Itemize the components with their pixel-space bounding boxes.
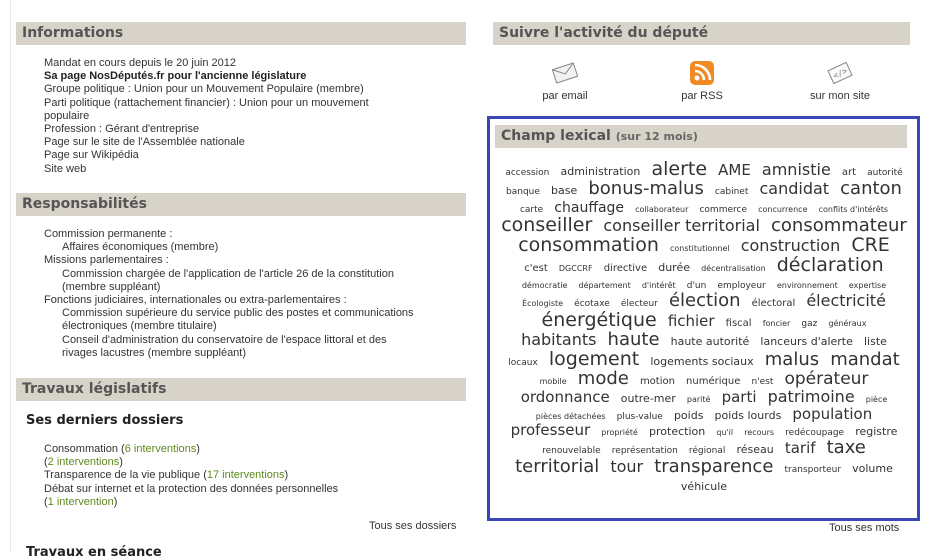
dossier-count[interactable]: 1 intervention	[47, 495, 114, 508]
cloud-word[interactable]: numérique	[686, 375, 741, 387]
cloud-word[interactable]: outre-mer	[620, 391, 676, 405]
cloud-word[interactable]: foncier	[762, 319, 791, 329]
cloud-word[interactable]: conflits d'intérêts	[818, 204, 889, 214]
cloud-word[interactable]: démocratie	[521, 281, 568, 291]
resp-line[interactable]: Affaires économiques (membre)	[62, 241, 219, 254]
cloud-word[interactable]: tarif	[784, 439, 816, 458]
dossier-item: Transparence de la vie publique (17 interventions)	[44, 469, 289, 482]
cloud-word[interactable]: mandat	[830, 348, 900, 370]
parti-politique-cont: populaire	[44, 109, 90, 122]
cloud-word[interactable]: haute	[607, 329, 660, 351]
cloud-word[interactable]: électricité	[806, 291, 886, 311]
cloud-word[interactable]: expertise	[848, 281, 887, 291]
cloud-word[interactable]: pièce	[865, 394, 888, 404]
cloud-word[interactable]: base	[551, 183, 578, 197]
dossier-item: (2 interventions)	[44, 456, 123, 469]
cloud-word[interactable]: concurrence	[758, 204, 808, 214]
cloud-word[interactable]: volume	[852, 462, 893, 476]
suivre-title: Suivre l'activité du député	[499, 25, 709, 41]
embed-icon	[800, 60, 880, 86]
cloud-word[interactable]: amnistie	[761, 160, 831, 179]
envelope-icon	[525, 60, 605, 86]
cloud-word[interactable]: poids	[673, 408, 704, 422]
cloud-word[interactable]: généraux	[828, 319, 867, 329]
follow-rss-label: par RSS	[681, 90, 723, 102]
informations-header	[16, 22, 466, 45]
dossier-item	[44, 483, 469, 496]
cloud-word[interactable]: logement	[548, 347, 640, 370]
cloud-word[interactable]: énergétique	[541, 309, 657, 332]
cloud-word[interactable]: accession	[505, 168, 550, 178]
cloud-word[interactable]: ordonnance	[520, 387, 610, 406]
parti-politique: Parti politique (rattachement financier) : Union pour un mouvement	[44, 96, 369, 109]
column-divider	[10, 0, 11, 551]
tous-ses-mots-link[interactable]: Tous ses mots	[829, 522, 900, 534]
cloud-word[interactable]: qu'il	[716, 428, 734, 438]
svg-text:</>: </>	[831, 66, 849, 81]
resp-line: Missions parlementaires :	[44, 254, 169, 267]
cloud-word[interactable]: conseiller	[501, 213, 593, 236]
cloud-word[interactable]: protection	[649, 425, 706, 439]
cloud-word[interactable]: tour	[610, 457, 644, 477]
word-cloud	[498, 160, 910, 494]
dossier-item: Consommation (6 interventions)	[44, 443, 200, 455]
champ-lexical-title: Champ lexical	[501, 128, 611, 144]
cloud-word[interactable]: mobile	[539, 376, 567, 386]
cloud-word[interactable]: art	[841, 167, 857, 178]
cloud-word[interactable]: candidat	[759, 178, 830, 198]
cloud-word[interactable]: opérateur	[784, 368, 869, 389]
cloud-word[interactable]: fiscal	[725, 318, 752, 330]
cloud-word[interactable]: Écologiste	[522, 299, 564, 309]
rss-icon	[662, 60, 742, 86]
follow-site[interactable]	[800, 60, 880, 102]
cloud-word[interactable]: déclaration	[776, 253, 884, 276]
dossier-count[interactable]: 6 interventions	[124, 443, 197, 455]
cloud-word[interactable]: poids lourds	[714, 408, 782, 422]
cloud-word[interactable]: environnement	[776, 281, 838, 291]
cloud-word[interactable]: plus-value	[616, 411, 663, 422]
resp-line: Fonctions judiciaires, internationales ou extra-parlementaires :	[44, 294, 347, 307]
dossier-item: (1 intervention)	[44, 495, 118, 508]
resp-line[interactable]: Conseil d'administration du conservatoire de l'espace littoral et des	[62, 333, 387, 346]
derniers-dossiers-title: Ses derniers dossiers	[26, 413, 184, 428]
cloud-word[interactable]: cabinet	[714, 186, 749, 197]
cloud-word[interactable]: transporteur	[784, 465, 842, 476]
responsabilites-title: Responsabilités	[22, 196, 147, 212]
dossier-count[interactable]: 2 interventions	[47, 456, 120, 469]
cloud-word[interactable]: consommation	[518, 233, 659, 256]
cloud-word[interactable]: véhicule	[680, 479, 728, 493]
cloud-word[interactable]: bonus-malus	[588, 177, 704, 199]
site-web-link[interactable]: Site web	[44, 162, 87, 175]
cloud-word[interactable]: territorial	[515, 456, 600, 478]
cloud-word[interactable]: d'un	[686, 281, 707, 292]
cloud-word[interactable]: réseau	[736, 443, 774, 457]
cloud-word[interactable]: c'est	[524, 262, 548, 274]
cloud-word[interactable]: professeur	[510, 421, 591, 440]
cloud-word[interactable]: électeur	[620, 299, 658, 310]
dossier-name[interactable]: Débat sur internet et la protection des données personnelles	[44, 482, 339, 495]
cloud-word[interactable]: locaux	[508, 357, 538, 368]
cloud-word[interactable]: administration	[560, 165, 641, 178]
cloud-word[interactable]: habitants	[521, 330, 597, 350]
cloud-word[interactable]: conseiller territorial	[603, 215, 760, 235]
cloud-word[interactable]: fichier	[667, 312, 715, 331]
cloud-word[interactable]: représentation	[611, 446, 678, 457]
cloud-word[interactable]: propriété	[601, 428, 638, 438]
dossier-name[interactable]: Consommation	[44, 443, 118, 455]
cloud-word[interactable]: durée	[658, 260, 690, 274]
tous-ses-dossiers-link[interactable]: Tous ses dossiers	[369, 520, 457, 532]
profession: Profession : Gérant d'entreprise	[44, 123, 199, 136]
informations-title: Informations	[22, 25, 124, 41]
follow-email-label: par email	[542, 90, 588, 102]
cloud-word[interactable]: CRE	[851, 233, 890, 256]
cloud-word[interactable]: haute autorité	[670, 335, 750, 349]
cloud-word[interactable]: transparence	[654, 456, 774, 478]
cloud-word[interactable]: patrimoine	[767, 386, 855, 406]
resp-line: Commission permanente :	[44, 228, 173, 240]
cloud-word[interactable]: constitutionnel	[669, 243, 730, 253]
travaux-header	[16, 378, 466, 401]
cloud-word[interactable]: banque	[506, 186, 540, 197]
resp-line: électroniques (membre titulaire)	[62, 320, 217, 333]
travaux-seance-title: Travaux en séance	[26, 545, 162, 560]
cloud-word[interactable]: consommateur	[771, 214, 907, 236]
cloud-word[interactable]: motion	[639, 375, 675, 387]
informations-list	[44, 57, 464, 176]
cloud-word[interactable]: liste	[863, 335, 887, 349]
resp-line: rivages lacustres (membre suppléant)	[62, 346, 247, 359]
responsabilites-header	[16, 193, 466, 216]
cloud-word[interactable]: élection	[668, 290, 741, 312]
cloud-word[interactable]: pièces détachées	[535, 411, 606, 421]
cloud-word[interactable]: canton	[840, 177, 902, 199]
cloud-word[interactable]: électoral	[751, 298, 796, 310]
follow-site-label: sur mon site	[810, 90, 870, 102]
cloud-word[interactable]: registre	[855, 425, 898, 439]
cloud-word[interactable]: d'intérêt	[641, 281, 676, 291]
resp-line[interactable]: Commission chargée de l'application de l'article 26 de la constitution	[62, 267, 394, 280]
cloud-word[interactable]: population	[792, 404, 873, 423]
cloud-word[interactable]: n'est	[751, 376, 774, 387]
cloud-word[interactable]: écotaxe	[574, 299, 610, 310]
dossier-name[interactable]: Transparence de la vie publique	[44, 469, 201, 482]
nosdeputes-link[interactable]: Sa page NosDéputés.fr pour l'ancienne législature	[44, 70, 307, 83]
cloud-word[interactable]: collaborateur	[635, 204, 689, 214]
champ-lexical-subtitle: (sur 12 mois)	[615, 130, 698, 143]
cloud-word[interactable]: décentralisation	[701, 263, 766, 273]
cloud-word[interactable]: autorité	[867, 168, 903, 178]
cloud-word[interactable]: recours	[744, 428, 775, 438]
cloud-word[interactable]: construction	[740, 235, 841, 255]
cloud-word[interactable]: parité	[686, 394, 711, 404]
dossier-count[interactable]: 17 interventions	[206, 469, 285, 482]
cloud-word[interactable]: renouvelable	[542, 446, 601, 457]
cloud-word[interactable]: malus	[764, 348, 820, 370]
responsabilites-list	[44, 228, 469, 360]
dossiers-list	[44, 443, 469, 509]
assemblee-link[interactable]: Page sur le site de l'Assemblée nationale	[44, 136, 245, 149]
cloud-word[interactable]: AME	[718, 161, 751, 179]
wikipedia-link[interactable]: Page sur Wikipédia	[44, 149, 139, 162]
cloud-word[interactable]: employeur	[717, 281, 766, 292]
cloud-word[interactable]: parti	[721, 387, 757, 406]
travaux-title: Travaux législatifs	[22, 381, 167, 397]
cloud-word[interactable]: lanceurs d'alerte	[760, 335, 853, 349]
cloud-word[interactable]: taxe	[826, 437, 866, 459]
cloud-word[interactable]: département	[578, 281, 631, 291]
cloud-word[interactable]: chauffage	[554, 199, 625, 216]
champ-lexical-header	[495, 125, 907, 148]
mandat-text: Mandat en cours depuis le 20 juin 2012	[44, 57, 237, 69]
cloud-word[interactable]: régional	[688, 446, 726, 457]
cloud-word[interactable]: commerce	[699, 204, 747, 215]
follow-rss[interactable]	[662, 60, 742, 102]
cloud-word[interactable]: redécoupage	[785, 428, 845, 439]
cloud-word[interactable]: directive	[603, 262, 648, 274]
resp-line[interactable]: Commission supérieure du service public des postes et communications	[62, 307, 414, 320]
groupe-politique: Groupe politique : Union pour un Mouvement Populaire (membre)	[44, 83, 364, 96]
cloud-word[interactable]: logements sociaux	[650, 354, 754, 368]
cloud-word[interactable]: DGCCRF	[558, 263, 593, 273]
cloud-word[interactable]: gaz	[801, 319, 818, 330]
resp-line: (membre suppléant)	[62, 280, 161, 293]
follow-email[interactable]	[525, 60, 605, 102]
cloud-word[interactable]: mode	[577, 367, 629, 389]
cloud-word[interactable]: alerte	[651, 158, 708, 180]
suivre-header	[493, 22, 910, 45]
cloud-word[interactable]: carte	[519, 204, 544, 215]
